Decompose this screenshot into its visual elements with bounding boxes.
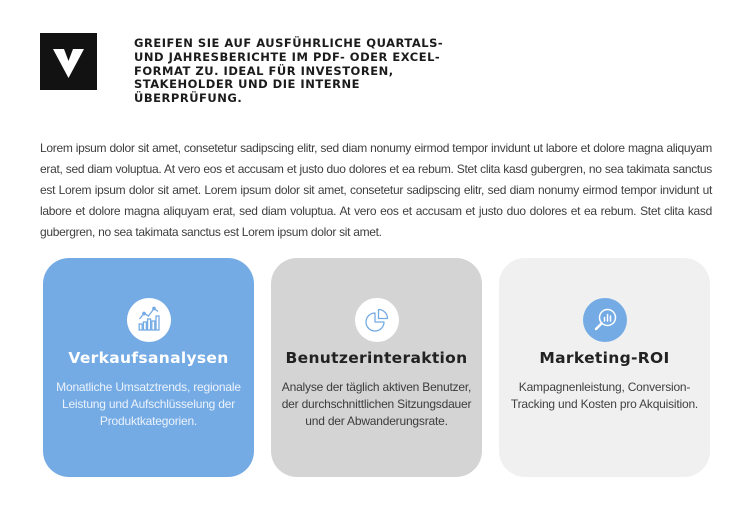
icon-circle — [355, 298, 399, 342]
brand-logo — [40, 33, 97, 90]
card-title: Marketing-ROI — [539, 348, 670, 367]
card-description: Monatliche Umsatztrends, regionale Leistung und Aufschlüsselung der Produktkategorien. — [56, 379, 241, 428]
icon-circle — [127, 298, 171, 342]
bar-chart-trend-icon — [127, 298, 171, 342]
pie-chart-icon — [355, 298, 399, 342]
heading-line: FORMAT ZU. IDEAL FÜR INVESTOREN, — [134, 63, 394, 78]
card-title: Benutzerinteraktion — [285, 348, 468, 367]
card-description: Kampagnenleistung, Conversion-Tracking und Kosten pro Akquisition. — [510, 379, 699, 411]
card-benutzerinteraktion — [271, 258, 482, 477]
card-title: Verkaufsanalysen — [68, 348, 229, 367]
feature-cards — [43, 258, 710, 477]
card-description: Analyse der täglich aktiven Benutzer, der durchschnittlichen Sitzungsdauer und der Abwanderungsrate. — [281, 379, 472, 428]
heading-line: STAKEHOLDER UND DIE INTERNE — [134, 77, 360, 92]
heading-line: UND JAHRESBERICHTE IM PDF- ODER EXCEL- — [134, 49, 441, 64]
heading-line: ÜBERPRÜFUNG. — [134, 91, 243, 106]
section-heading — [134, 33, 443, 106]
intro-paragraph: Lorem ipsum dolor sit amet, consetetur sadipscing elitr, sed diam nonumy eirmod tempor invidunt ut labore et dolore magna aliquyam erat, sed diam voluptua. At vero eos et accusam et justo duo dolores et ea rebum. Stet clita kasd gubergren, no sea takimata sanctus est Lorem ipsum dolor sit amet. Lorem ipsum dolor sit amet, consetetur sadipscing elitr, sed diam nonumy eirmod tempor invidunt ut labore et dolore magna aliquyam erat, sed diam voluptua. At vero eos et accusam et justo duo dolores et ea rebum. Stet clita kasd gubergren, no sea takimata sanctus est Lorem ipsum dolor sit amet. — [40, 140, 712, 239]
heading-line: GREIFEN SIE AUF AUSFÜHRLICHE QUARTALS- — [134, 36, 444, 50]
magnifier-analytics-icon — [583, 298, 627, 342]
notched-arrow-down-icon — [40, 33, 97, 90]
card-verkaufsanalysen — [43, 258, 254, 477]
card-marketing-roi — [499, 258, 710, 477]
icon-circle — [583, 298, 627, 342]
header — [0, 0, 750, 106]
